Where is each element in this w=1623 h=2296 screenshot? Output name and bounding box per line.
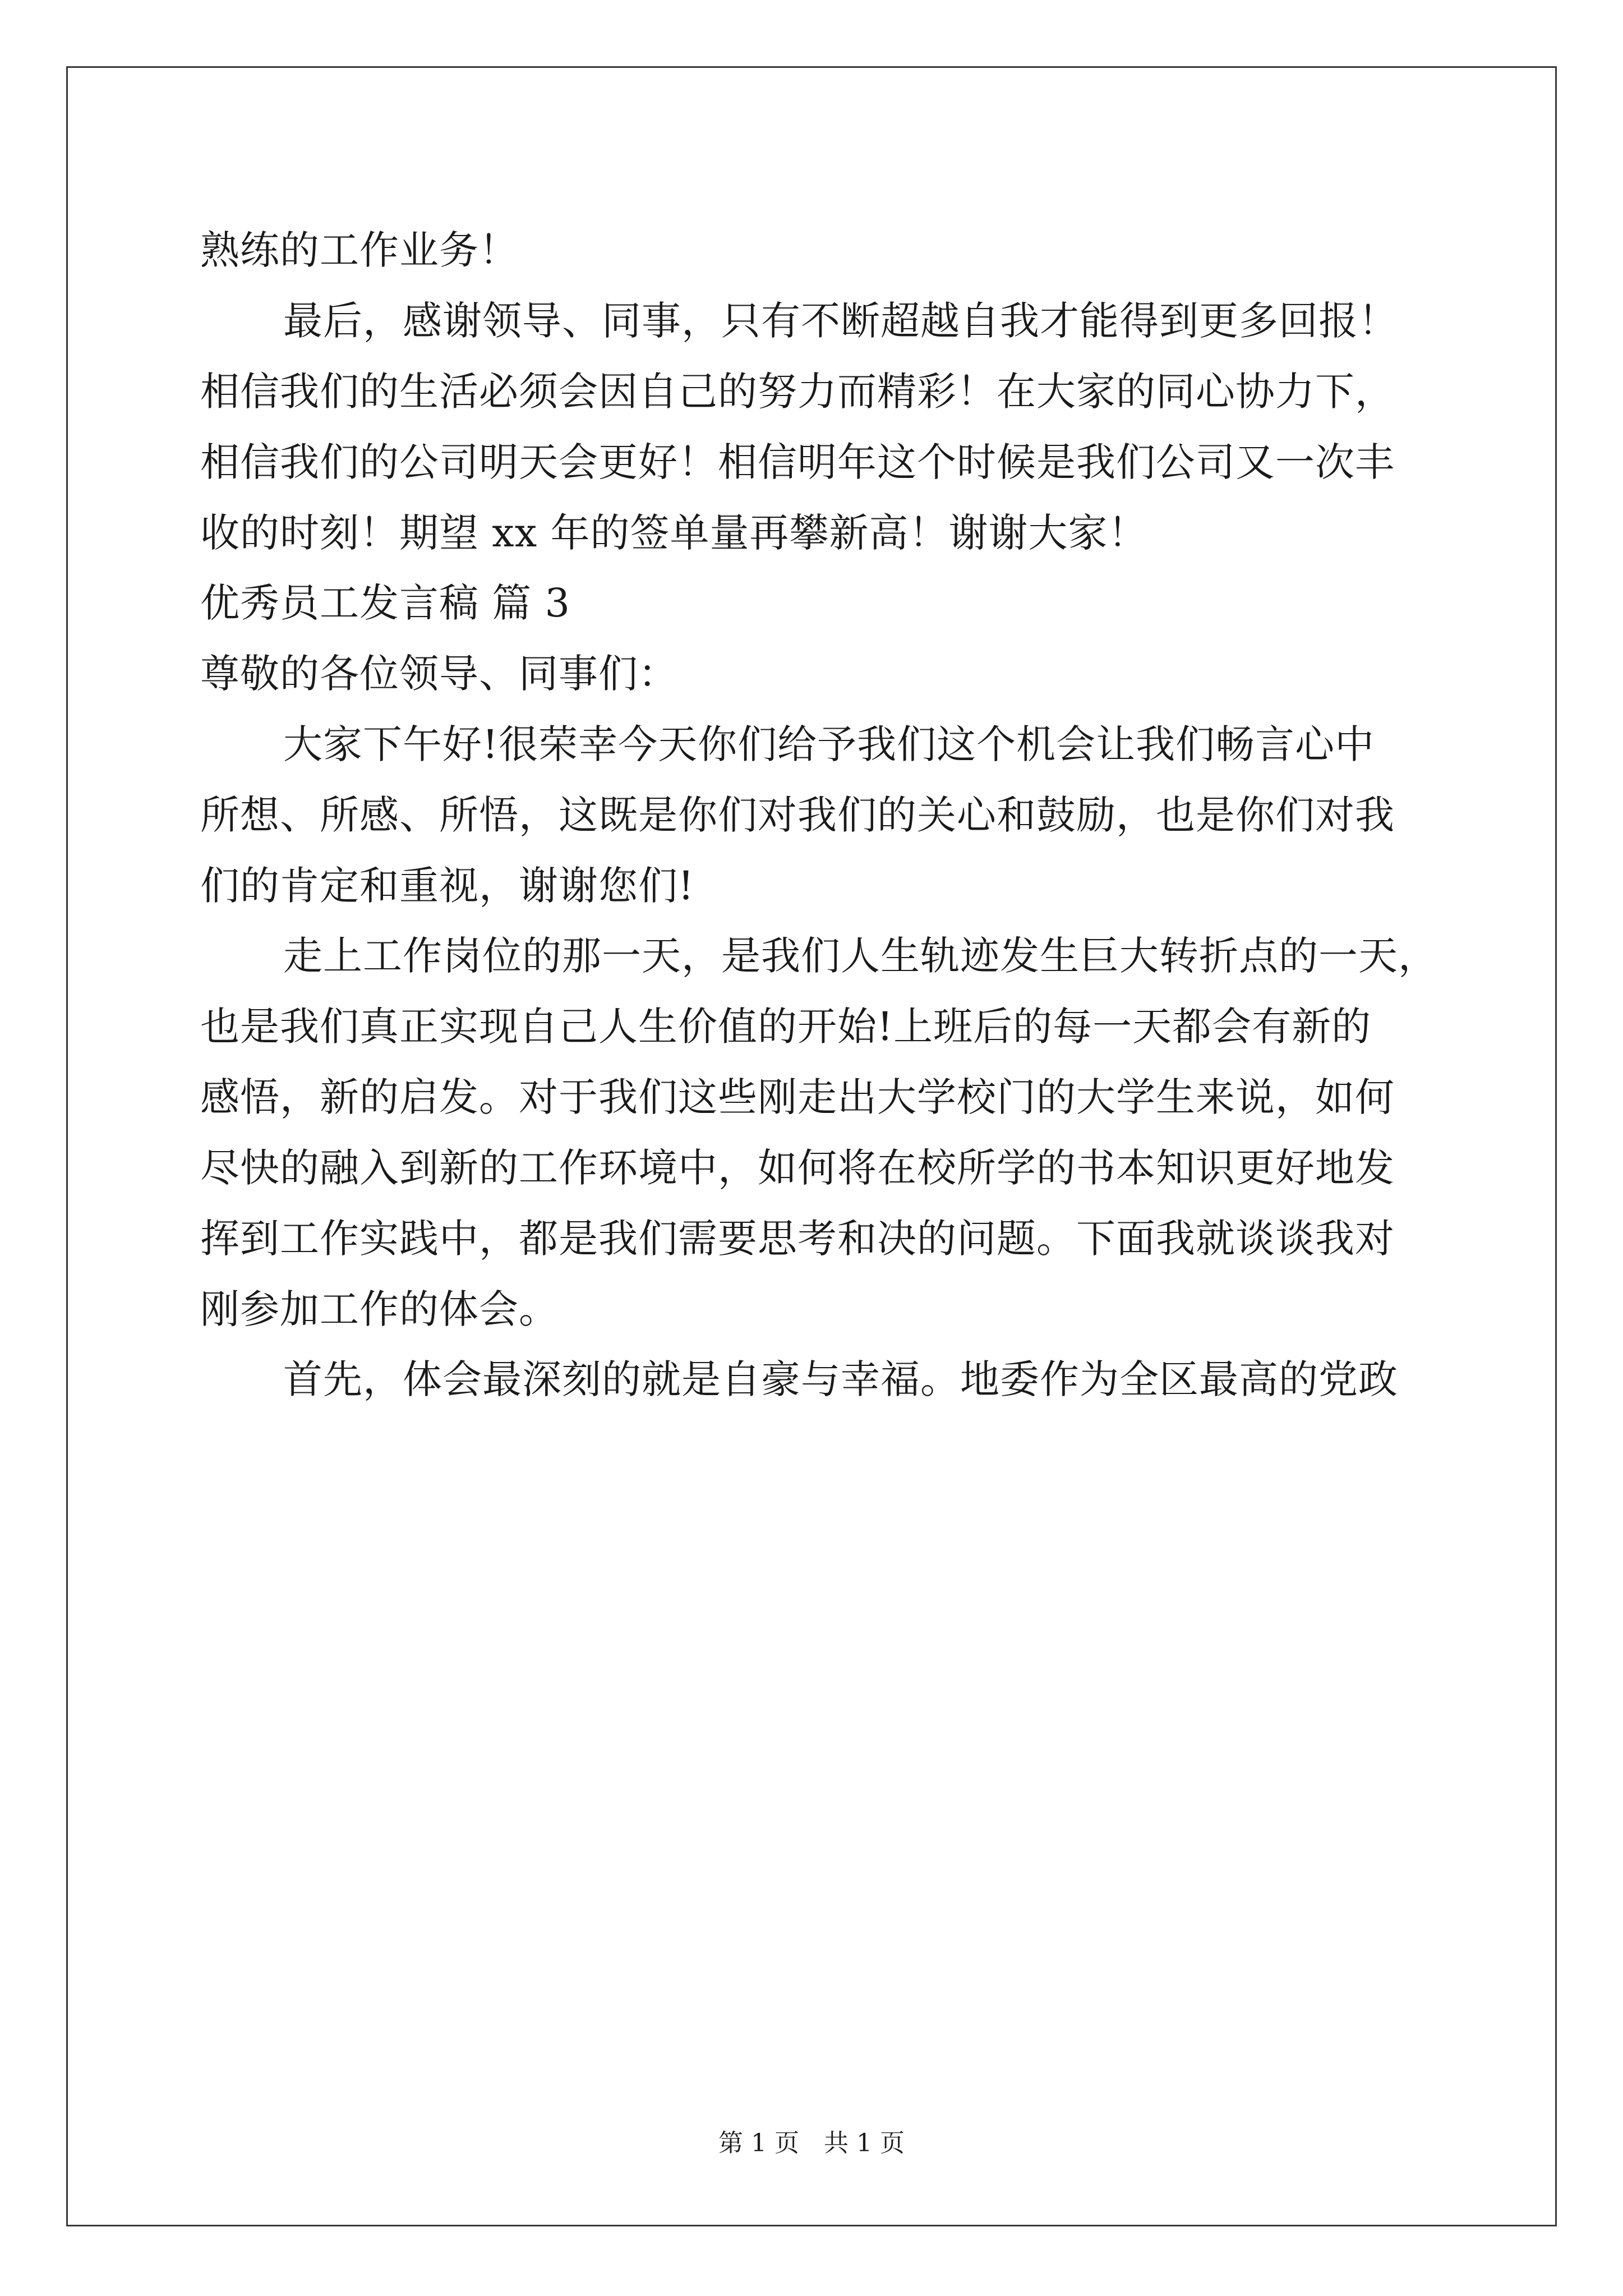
body-line: 最后，感谢领导、同事，只有不断超越自我才能得到更多回报！ (283, 298, 1398, 344)
page-footer: 第 1 页 共 1 页 (718, 2129, 905, 2157)
body-line: 们的肯定和重视，谢谢您们! (200, 863, 695, 909)
body-line: 感悟，新的启发。对于我们这些刚走出大学校门的大学生来说，如何 (200, 1074, 1395, 1120)
body-line: 首先，体会最深刻的就是自豪与幸福。地委作为全区最高的党政 (283, 1356, 1398, 1402)
body-line: 收的时刻！期望 xx 年的签单量再攀新高！谢谢大家！ (200, 510, 1148, 556)
salutation: 尊敬的各位领导、同事们： (200, 651, 678, 697)
body-line: 所想、所感、所悟，这既是你们对我们的关心和鼓励，也是你们对我 (200, 792, 1395, 838)
body-line: 大家下午好!很荣幸今天你们给予我们这个机会让我们畅言心中 (283, 721, 1375, 767)
body-line: 熟练的工作业务！ (200, 227, 519, 273)
body-line: 挥到工作实践中，都是我们需要思考和决的问题。下面我就谈谈我对 (200, 1216, 1395, 1262)
body-line: 走上工作岗位的那一天，是我们人生轨迹发生巨大转折点的一天， (283, 933, 1438, 979)
body-line: 也是我们真正实现自己人生价值的开始!上班后的每一天都会有新的 (200, 1004, 1372, 1050)
body-line: 尽快的融入到新的工作环境中，如何将在校所学的书本知识更好地发 (200, 1145, 1395, 1191)
body-line: 相信我们的生活必须会因自己的努力而精彩！在大家的同心协力下， (200, 369, 1395, 415)
section-heading: 优秀员工发言稿 篇 3 (200, 580, 571, 626)
body-line: 刚参加工作的体会。 (200, 1286, 559, 1332)
body-line: 相信我们的公司明天会更好！相信明年这个时候是我们公司又一次丰 (200, 439, 1395, 485)
